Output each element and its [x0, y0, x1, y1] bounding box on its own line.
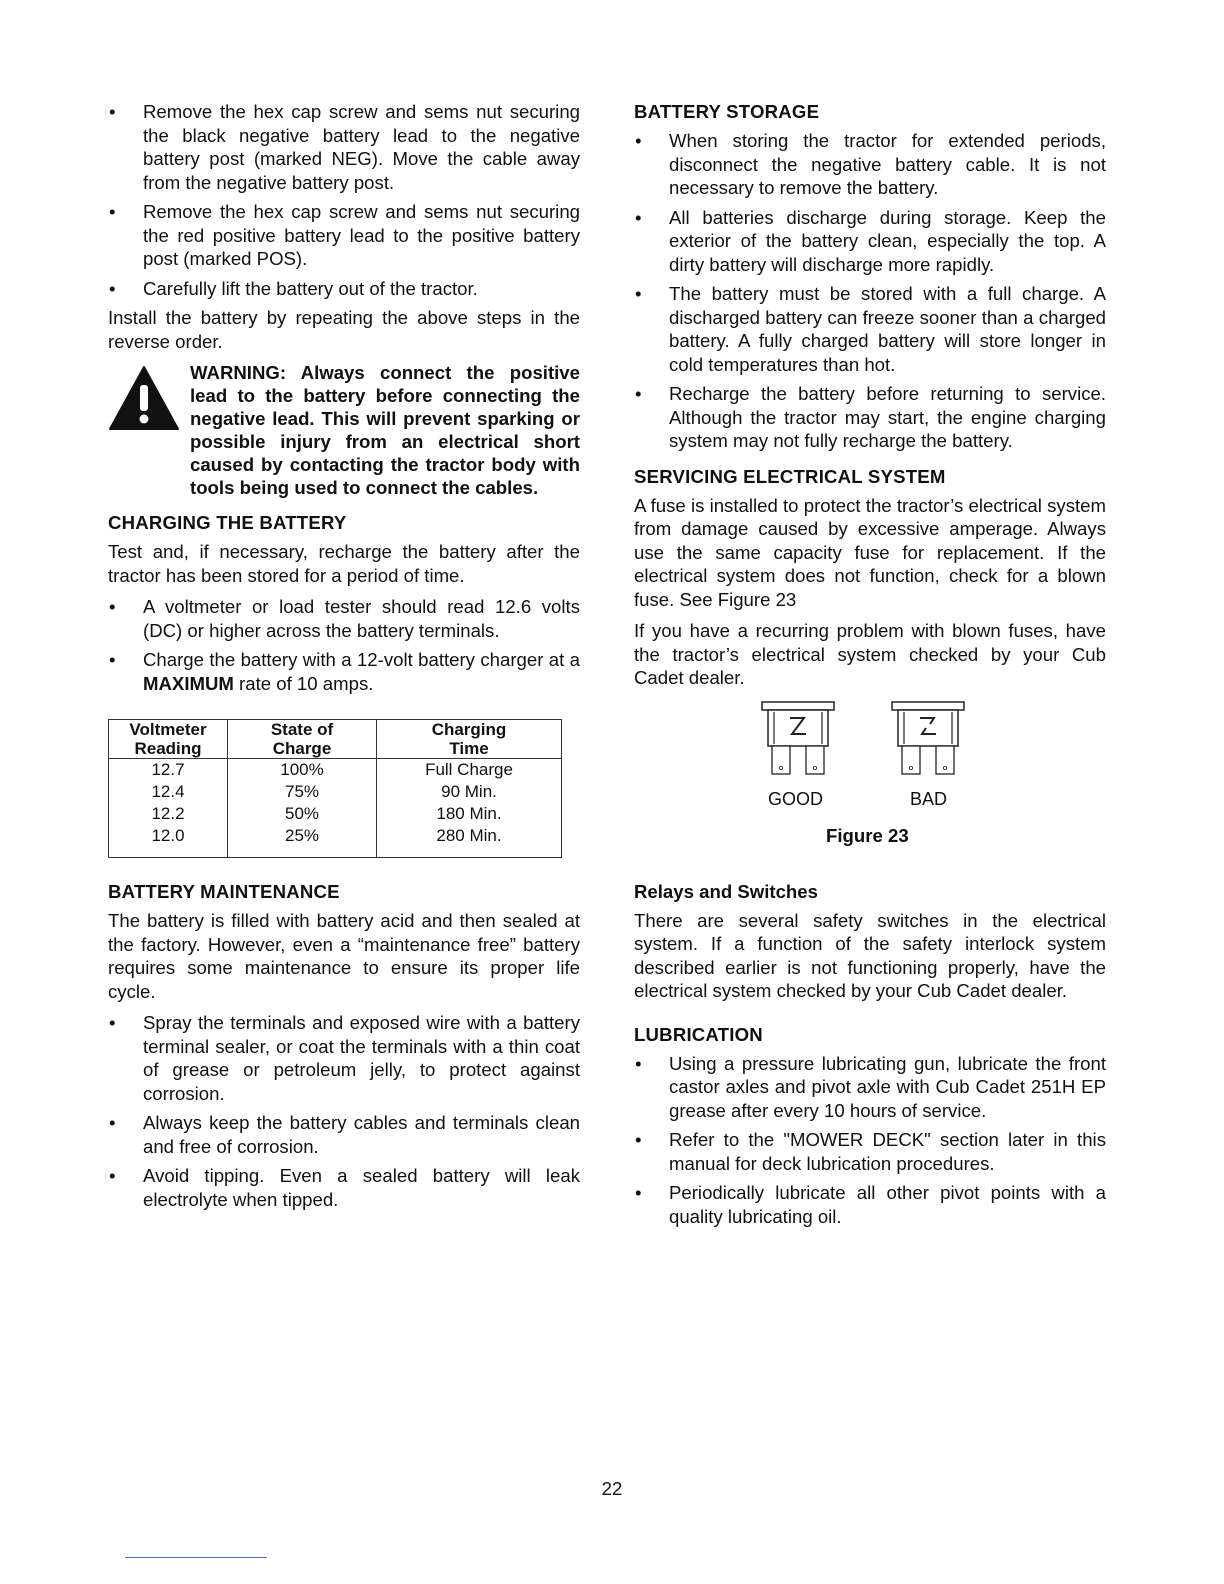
section-heading-charging: CHARGING THE BATTERY	[108, 512, 347, 533]
charging-text-pre: Charge the battery with a 12-volt battery charger at a	[143, 649, 580, 670]
section-heading-storage: BATTERY STORAGE	[634, 101, 820, 122]
table-cell: 12.2	[109, 803, 228, 825]
left-column	[108, 100, 580, 1217]
header-line: Voltmeter Reading	[129, 720, 207, 758]
list-item: • Carefully lift the battery out of the tractor.	[108, 277, 580, 301]
list-item	[108, 648, 580, 695]
table-cell: 100%	[228, 759, 377, 782]
page-number: 22	[601, 1478, 623, 1499]
bad-fuse-icon	[890, 700, 966, 776]
list-item: • Remove the hex cap screw and sems nut securing the black negative battery lead to the negative battery post (marked NEG). Move the cable away from the negative battery post.	[108, 100, 580, 194]
right-column	[634, 100, 1106, 1234]
list-item: • Periodically lubricate all other pivot points with a quality lubricating oil.	[634, 1181, 1106, 1228]
table-cell: 90 Min.	[377, 781, 562, 803]
servicing-paragraph-2: If you have a recurring problem with blown fuses, have the tractor’s electrical system checked by your Cub Cadet dealer.	[634, 620, 1106, 688]
list-item: • Using a pressure lubricating gun, lubricate the front castor axles and pivot axle with Cub Cadet 251H EP grease after every 10 hours of service.	[634, 1052, 1106, 1123]
table-cell: 75%	[228, 781, 377, 803]
storage-steps	[634, 129, 1106, 453]
table-cell: 12.7	[109, 759, 228, 782]
charging-paragraph: Test and, if necessary, recharge the battery after the tractor has been stored for a period of time.	[108, 541, 580, 586]
list-item: • Spray the terminals and exposed wire with a battery terminal sealer, or coat the terminals with a thin coat of grease or petroleum jelly, to protect against corrosion.	[108, 1011, 580, 1105]
table-cell: Full Charge	[377, 759, 562, 782]
list-item: • When storing the tractor for extended periods, disconnect the negative battery cable. It is not necessary to remove the battery.	[634, 129, 1106, 200]
charging-text-post: rate of 10 amps.	[233, 672, 374, 694]
removal-steps	[108, 100, 580, 300]
list-item: • Recharge the battery before returning to service. Although the tractor may start, the engine charging system may not fully recharge the battery.	[634, 382, 1106, 453]
good-fuse-icon	[760, 700, 836, 776]
table-row	[109, 825, 562, 858]
list-item: • Remove the hex cap screw and sems nut securing the red positive battery lead to the positive battery post (marked POS).	[108, 200, 580, 271]
list-item: • Always keep the battery cables and terminals clean and free of corrosion.	[108, 1111, 580, 1158]
warning-text: WARNING: Always connect the positive lead to the battery before connecting the negative lead. This will prevent sparking or possible injury from an electrical short caused by contacting the tractor body with tools being used to connect the cables.	[190, 362, 580, 498]
table-header	[109, 720, 228, 759]
warning-block	[108, 361, 580, 499]
header-line: Charging Time	[431, 720, 507, 758]
table-cell: 25%	[228, 825, 377, 858]
bad-label: BAD	[910, 788, 948, 809]
list-item: • The battery must be stored with a full charge. A discharged battery can freeze sooner than a charged battery. A fully charged battery will store longer in cold temperatures than hot.	[634, 282, 1106, 376]
maintenance-paragraph: The battery is filled with battery acid and then sealed at the factory. However, even a “maintenance free” battery requires some maintenance to ensure its proper life cycle.	[108, 910, 580, 1002]
table-cell: 280 Min.	[377, 825, 562, 858]
good-label: GOOD	[768, 788, 824, 809]
list-item: • A voltmeter or load tester should read 12.6 volts (DC) or higher across the battery terminals.	[108, 595, 580, 642]
table-row	[109, 803, 562, 825]
section-heading-lubrication: LUBRICATION	[634, 1023, 763, 1045]
charge-table	[108, 719, 562, 858]
table-header-row	[109, 720, 562, 759]
table-cell: 180 Min.	[377, 803, 562, 825]
list-item: • Avoid tipping. Even a sealed battery will leak electrolyte when tipped.	[108, 1164, 580, 1211]
footer-divider	[125, 1557, 267, 1558]
table-cell: 12.0	[109, 825, 228, 858]
table-cell: 12.4	[109, 781, 228, 803]
section-heading-relays: Relays and Switches	[634, 880, 818, 902]
warning-triangle-icon	[108, 365, 180, 431]
list-item: • All batteries discharge during storage. Keep the exterior of the battery clean, especially the top. A dirty battery will discharge more rapidly.	[634, 206, 1106, 277]
section-heading-maintenance: BATTERY MAINTENANCE	[108, 881, 340, 902]
maximum-emphasis: MAXIMUM	[143, 672, 234, 694]
header-line: State of Charge	[270, 720, 334, 758]
table-header	[228, 720, 377, 759]
maintenance-steps	[108, 1011, 580, 1211]
install-paragraph: Install the battery by repeating the above steps in the reverse order.	[108, 307, 580, 352]
section-heading-servicing: SERVICING ELECTRICAL SYSTEM	[634, 465, 946, 487]
servicing-paragraph-1: A fuse is installed to protect the tractor’s electrical system from damage caused by excessive amperage. Always use the same capacity fuse for replacement. If the electrical system does not function, check for a blown fuse. See Figure 23	[634, 494, 1106, 610]
relays-paragraph: There are several safety switches in the electrical system. If a function of the safety interlock system described earlier is not functioning properly, have the electrical system checked by your Cub Cadet dealer.	[634, 909, 1106, 1001]
list-item: • Refer to the "MOWER DECK" section later in this manual for deck lubrication procedures.	[634, 1128, 1106, 1175]
table-row	[109, 781, 562, 803]
table-cell: 50%	[228, 803, 377, 825]
charging-steps	[108, 595, 580, 695]
table-row	[109, 759, 562, 782]
table-header	[377, 720, 562, 759]
figure-caption: Figure 23	[826, 824, 909, 846]
figure-23	[634, 700, 1106, 862]
lubrication-steps	[634, 1052, 1106, 1229]
